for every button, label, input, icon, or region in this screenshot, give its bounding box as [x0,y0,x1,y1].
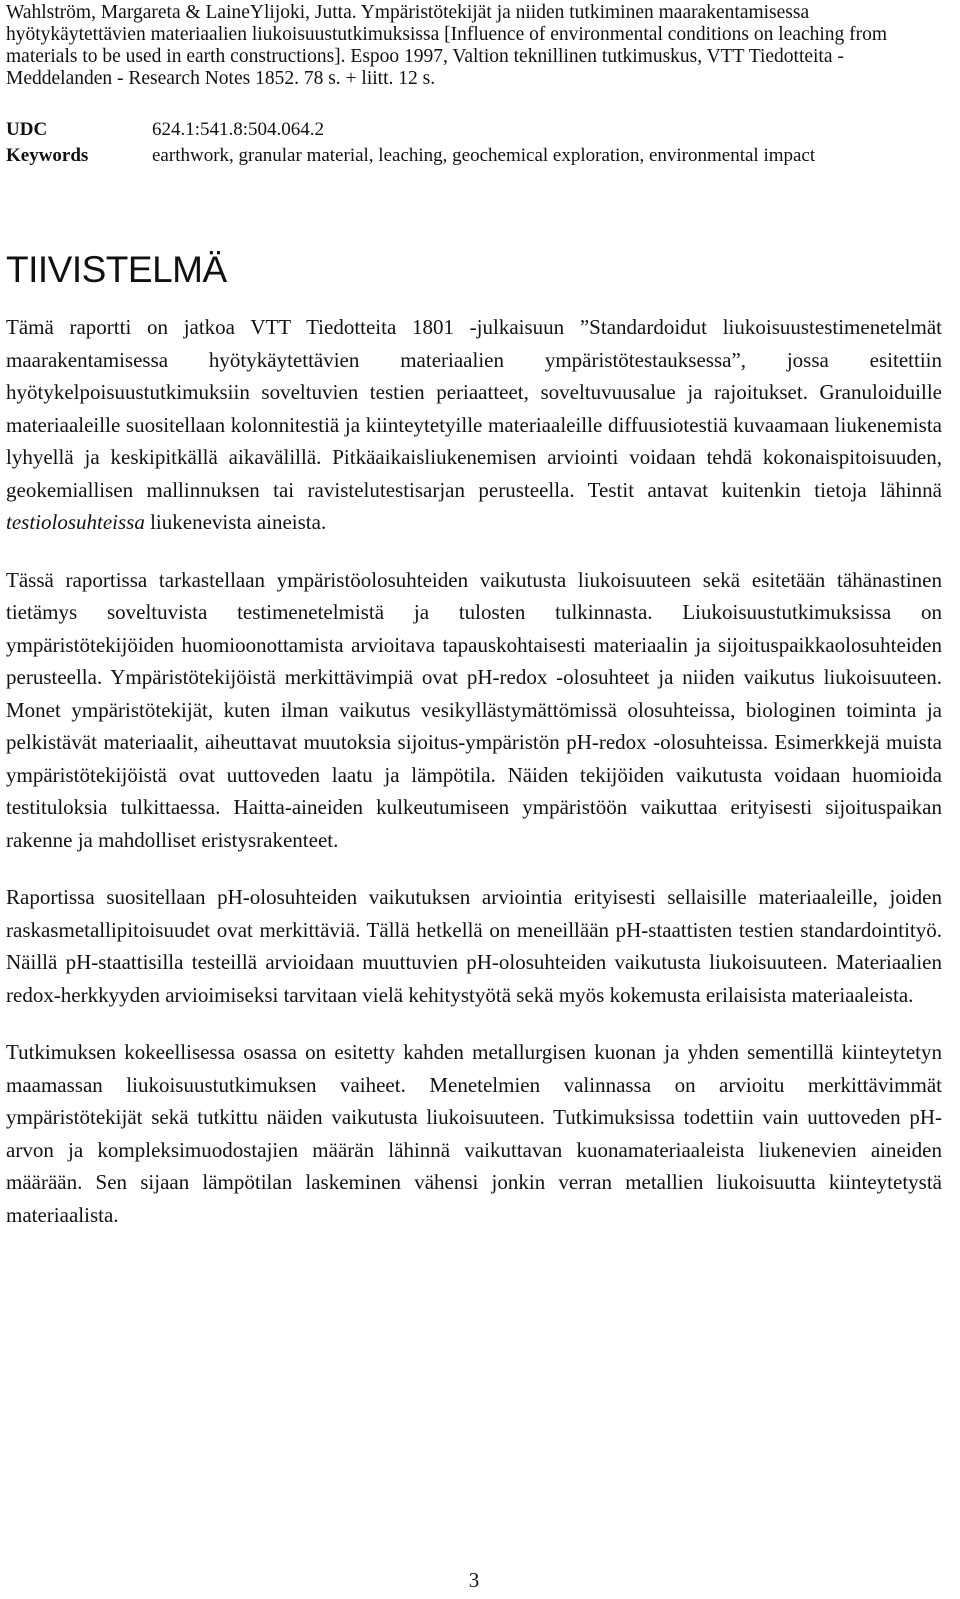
metadata-table [6,117,942,169]
abstract-paragraph-4: Tutkimuksen kokeellisessa osassa on esitetty kahden metallurgisen kuonan ja yhden sementillä kiinteytetyn maamassan liukoisuustutkimuksen vaiheet. Menetelmien valinnassa on arvioitu merkittävimmät ympäristötekijät sekä tutkittu näiden vaikutusta liukoisuuteen. Tutkimuksissa todettiin vain uuttoveden pH-arvon ja kompleksimuodostajien määrän lähinnä vaikuttavan kuonamateriaaleista liukenevien aineiden määrään. Sen sijaan lämpötilan laskeminen vähensi jonkin verran metallien liukoisuutta kiinteytetystä materiaalista. [6,1040,942,1227]
udc-value: 624.1:541.8:504.064.2 [152,119,325,140]
bibliographic-citation: Wahlström, Margareta & LaineYlijoki, Jutta. Ympäristötekijät ja niiden tutkiminen maarakentamisessa hyötykäytettävien materiaalien liukoisuustutkimuksissa [Influence of environmental conditions on leaching from materials to be used in earth constructions]. Espoo 1997, Valtion teknillinen tutkimuskus, VTT Tiedotteita - Meddelanden - Research Notes 1852. 78 s. + liitt. 12 s. [6,2,888,89]
paragraph-1-text-b: liukenevista aineista. [144,510,327,534]
abstract-paragraph-1 [6,311,942,539]
paragraph-1-text-a: Tämä raportti on jatkoa VTT Tiedotteita 1801 -julkaisuun ”Standardoidut liukoisuustestimenetelmät maarakentamisessa hyötykäytettävien materiaalien ympäristötestauksessa”, jossa esitettiin hyötykelpoisuustutkimuksiin soveltuvien testien periaatteet, soveltuvuusalue ja rajoitukset. Granuloiduille materiaaleille suositellaan kolonnitestiä ja kiinteytetyille materiaaleille diffuusiotestiä kuvaamaan liukenemista lyhyellä ja keskipitkällä aikavälillä. Pitkäaikaisliukenemisen arviointi voidaan tehdä kokonaispitoisuuden, geokemiallisen mallinnuksen tai ravistelutestisarjan perusteella. Testit antavat kuitenkin tietoja lähinnä [6,315,942,502]
page-number: 3 [468,1568,480,1592]
paragraph-1-italic-term: testiolosuhteissa [6,510,145,534]
abstract-paragraph-2: Tässä raportissa tarkastellaan ympäristöolosuhteiden vaikutusta liukoisuuteen sekä esitetään tähänastinen tietämys soveltuvista testimenetelmistä ja tulosten tulkinnasta. Liukoisuustutkimuksissa on ympäristötekijöiden huomioonottamista arvioitava tapauskohtaisesti materiaalin ja sijoituspaikkaolosuhteiden perusteella. Ympäristötekijöistä merkittävimpiä ovat pH-redox -olosuhteet ja niiden vaikutus liukoisuuteen. Monet ympäristötekijät, kuten ilman vaikutus vesikyllästymättömissä olosuhteissa, biologinen toiminta ja pelkistävät materiaalit, aiheuttavat muutoksia sijoitus-ympäristön pH-redox -olosuhteissa. Esimerkkejä muista ympäristötekijöistä ovat uuttoveden laatu ja lämpötila. Näiden tekijöiden vaikutusta voidaan huomioida testituloksia tulkittaessa. Haitta-aineiden kulkeutumiseen ympäristöön vaikuttaa erityisesti sijoituspaikan rakenne ja mahdolliset eristysrakenteet. [6,567,942,852]
document-page [6,0,942,1592]
keywords-value: earthwork, granular material, leaching, geochemical exploration, environmental impact [152,145,816,166]
keywords-label: Keywords [6,145,89,166]
abstract-paragraph-3: Raportissa suositellaan pH-olosuhteiden vaikutuksen arviointia erityisesti sellaisille materiaaleille, joiden raskasmetallipitoisuudet ovat merkittäviä. Tällä hetkellä on meneillään pH-staattisten testien standardointityö. Näillä pH-staattisilla testeillä arvioidaan muuttuvien pH-olosuhteiden vaikutusta liukoisuuteen. Materiaalien redox-herkkyyden arvioimiseksi tarvitaan vielä kehitystyötä sekä myös kokemusta erilaisista materiaaleista. [6,885,942,1007]
udc-row [6,117,942,143]
section-title: TIIVISTELMÄ [6,249,227,290]
keywords-row [6,143,942,169]
udc-label: UDC [6,119,48,140]
